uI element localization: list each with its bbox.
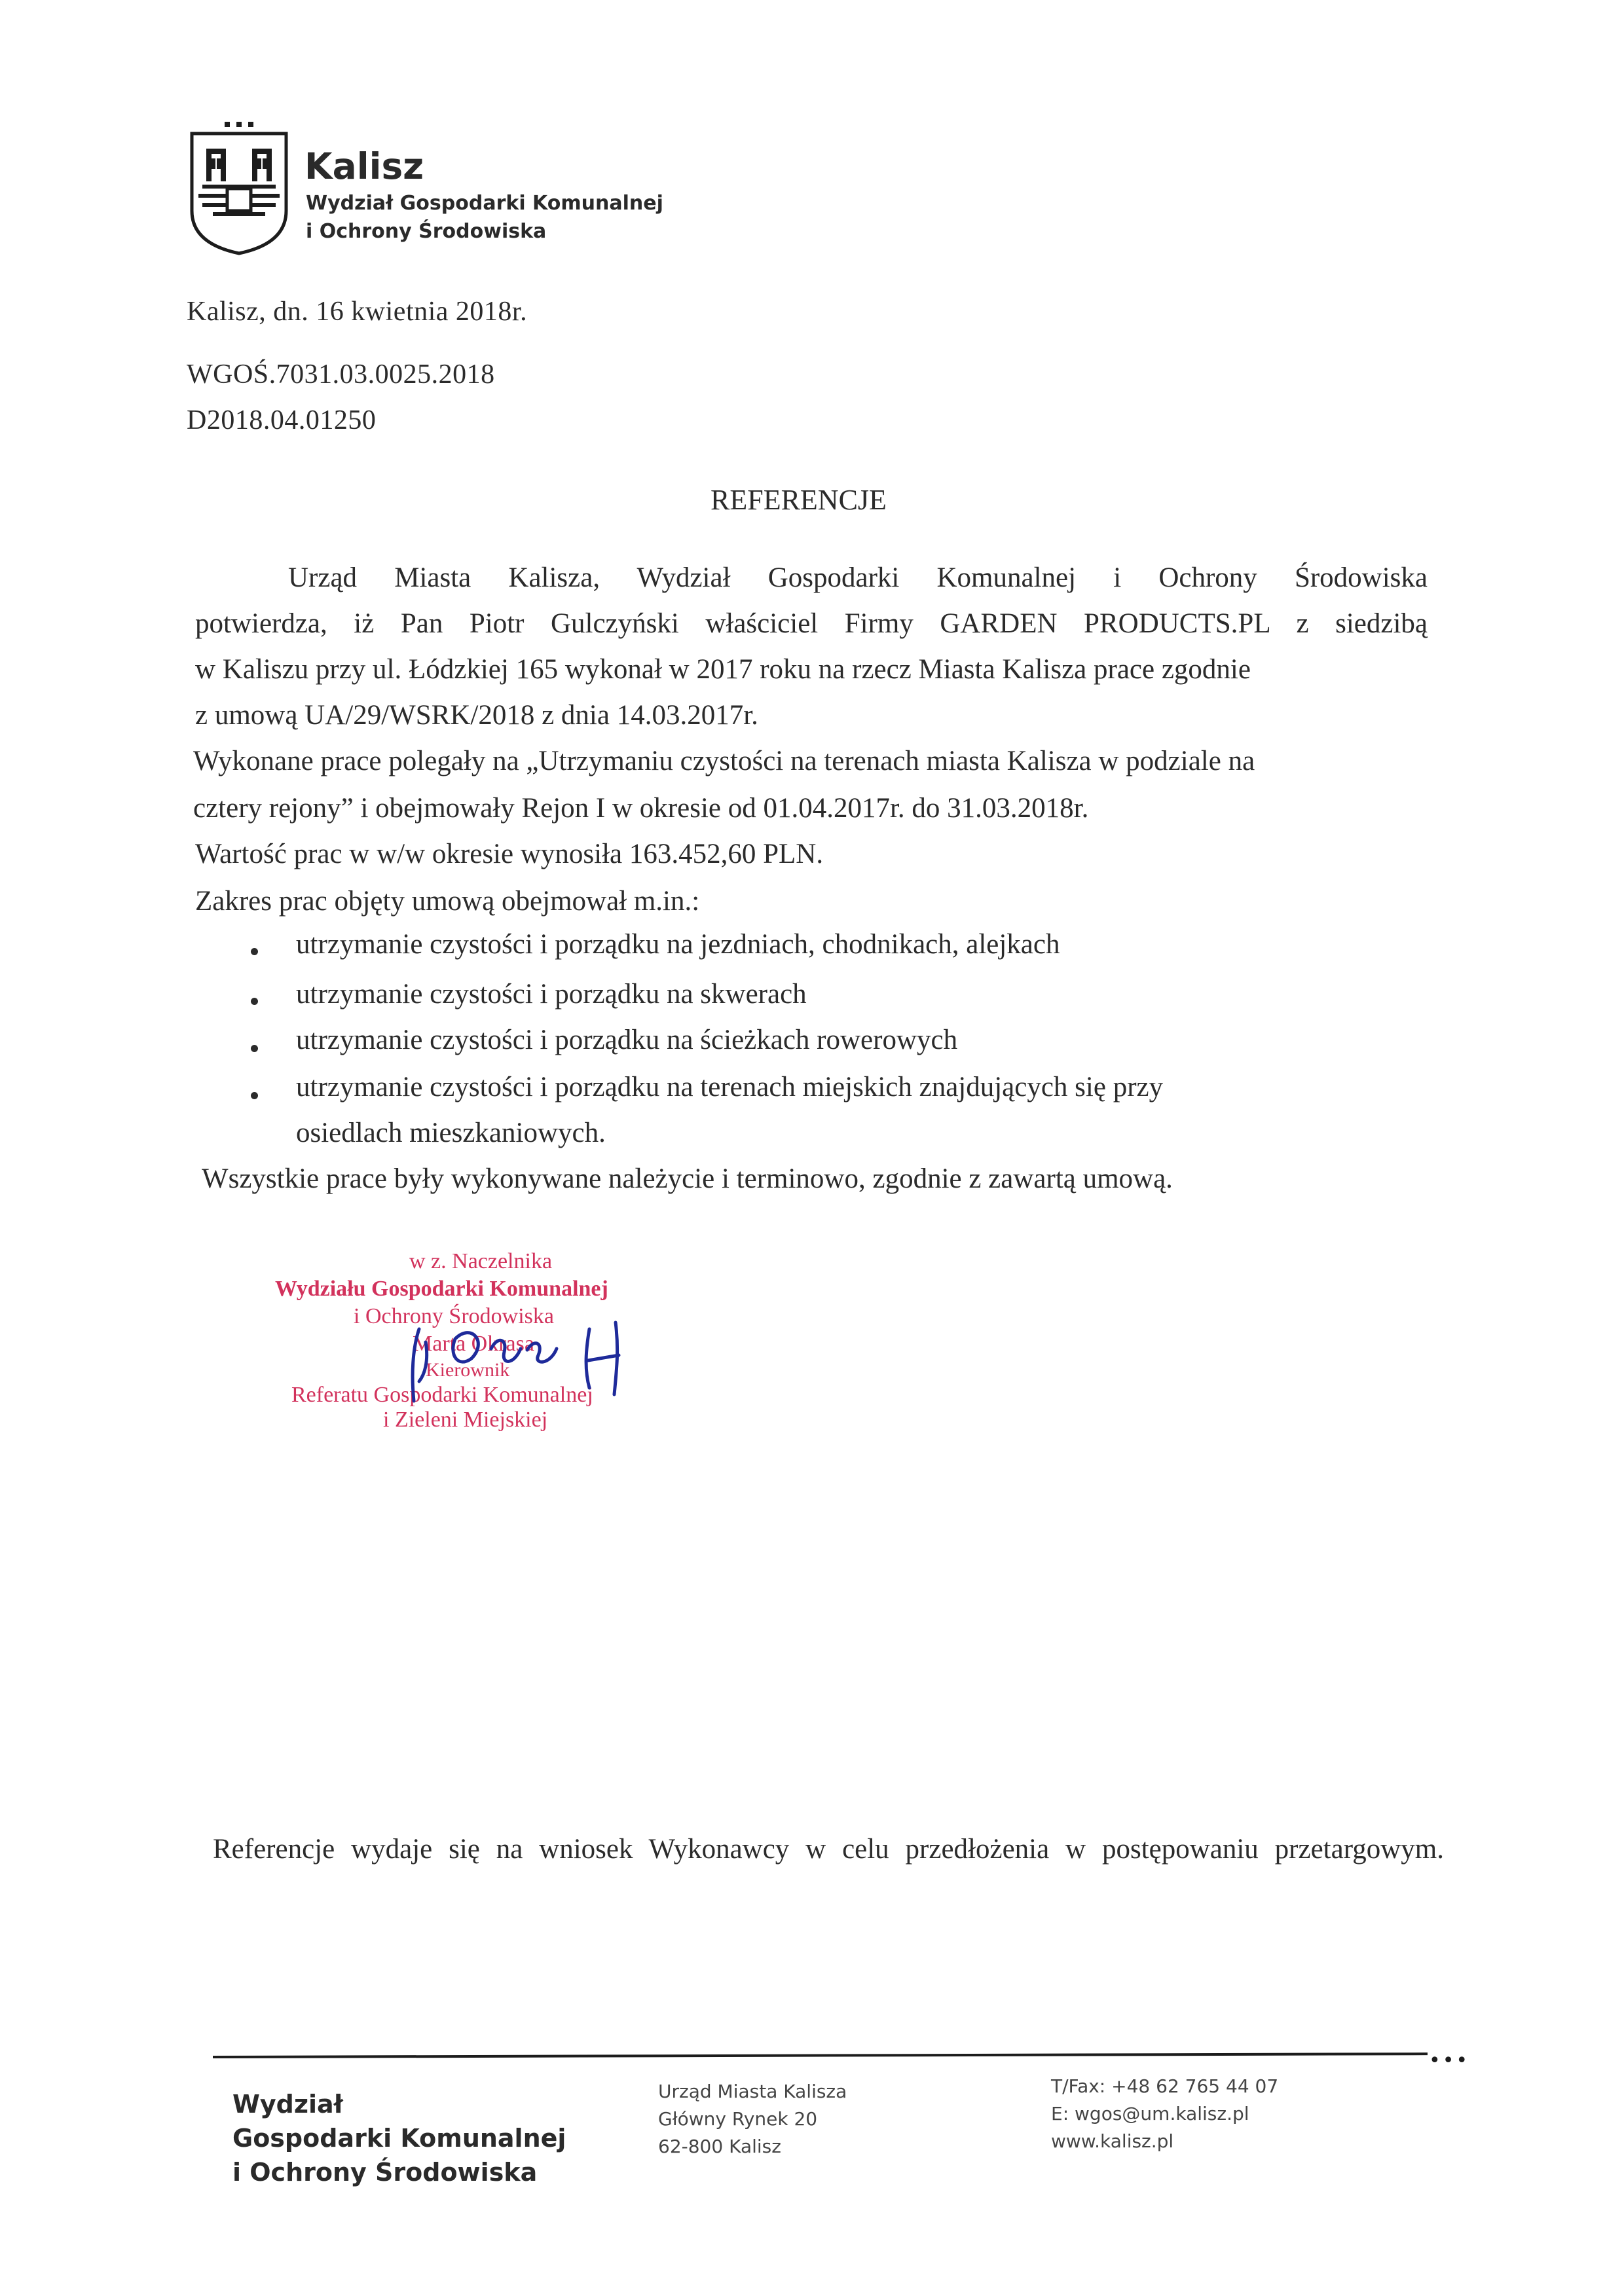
stamp-line-4: Marta Okrasa bbox=[413, 1332, 534, 1356]
footer-address-line3: 62-800 Kalisz bbox=[658, 2136, 781, 2157]
stamp-line-7: i Zieleni Miejskiej bbox=[383, 1408, 548, 1432]
stamp-line-2: Wydziału Gospodarki Komunalnej bbox=[275, 1277, 608, 1301]
intro-line-4: z umową UA/29/WSRK/2018 z dnia 14.03.2017r. bbox=[195, 700, 758, 731]
stamp-line-6: Referatu Gospodarki Komunalnej bbox=[291, 1383, 593, 1407]
footer-website: www.kalisz.pl bbox=[1051, 2130, 1174, 2152]
scope-item-3: utrzymanie czystości i porządku na ścieżkach rowerowych bbox=[296, 1025, 958, 1055]
works-line-1: Wykonane prace polegały na „Utrzymaniu czystości na terenach miasta Kalisza w podziale na bbox=[193, 746, 1255, 776]
footer-email: E: wgos@um.kalisz.pl bbox=[1051, 2103, 1249, 2124]
kalisz-coat-of-arms-icon bbox=[187, 119, 291, 257]
org-dept-line1: Wydział Gospodarki Komunalnej bbox=[306, 192, 663, 215]
document-title: REFERENCJE bbox=[710, 484, 887, 516]
stamp-line-3: i Ochrony Środowiska bbox=[354, 1304, 554, 1328]
footer-divider-dots: ••• bbox=[1429, 2049, 1470, 2072]
place-date: Kalisz, dn. 16 kwietnia 2018r. bbox=[187, 297, 528, 327]
stamp-line-5: Kierownik bbox=[426, 1359, 510, 1381]
bullet-dot bbox=[251, 998, 258, 1005]
scope-intro: Zakres prac objęty umową obejmował m.in.: bbox=[195, 886, 700, 917]
scope-item-4: utrzymanie czystości i porządku na terenach miejskich znajdujących się przy bbox=[296, 1072, 1164, 1102]
footer-org-line3: i Ochrony Środowiska bbox=[232, 2158, 538, 2187]
footer-divider bbox=[213, 2052, 1428, 2058]
bullet-dot bbox=[251, 948, 258, 955]
intro-line-3: w Kaliszu przy ul. Łódzkiej 165 wykonał w 2017 roku na rzecz Miasta Kalisza prace zgodnie bbox=[195, 654, 1251, 685]
scope-item-2: utrzymanie czystości i porządku na skwerach bbox=[296, 979, 807, 1010]
bullet-dot bbox=[251, 1092, 258, 1099]
document-number: D2018.04.01250 bbox=[187, 405, 377, 435]
scope-item-1: utrzymanie czystości i porządku na jezdniach, chodnikach, alejkach bbox=[296, 929, 1060, 960]
reference-number: WGOŚ.7031.03.0025.2018 bbox=[187, 359, 495, 390]
value-line: Wartość prac w w/w okresie wynosiła 163.452,60 PLN. bbox=[195, 839, 824, 869]
org-city-name: Kalisz bbox=[304, 145, 424, 187]
footer-address-line2: Główny Rynek 20 bbox=[658, 2108, 818, 2130]
summary-line: Wszystkie prace były wykonywane należycie i terminowo, zgodnie z zawartą umową. bbox=[202, 1163, 1173, 1194]
footer-phone: T/Fax: +48 62 765 44 07 bbox=[1051, 2075, 1279, 2097]
footer-org-line1: Wydział bbox=[232, 2090, 343, 2119]
intro-line-1: Urząd Miasta Kalisza, Wydział Gospodarki Komunalnej i Ochrony Środowiska bbox=[288, 562, 1428, 593]
stamp-line-1: w z. Naczelnika bbox=[409, 1249, 553, 1273]
org-dept-line2: i Ochrony Środowiska bbox=[306, 220, 547, 243]
footer-address-line1: Urząd Miasta Kalisza bbox=[658, 2081, 847, 2102]
scope-item-4-continuation: osiedlach mieszkaniowych. bbox=[296, 1118, 606, 1148]
closing-text: Referencje wydaje się na wniosek Wykonawcy w celu przedłożenia w postępowaniu przetargowym. bbox=[213, 1834, 1444, 1865]
handwritten-signature bbox=[393, 1303, 668, 1408]
intro-line-2: potwierdza, iż Pan Piotr Gulczyński właściciel Firmy GARDEN PRODUCTS.PL z siedzibą bbox=[195, 608, 1428, 639]
bullet-dot bbox=[251, 1045, 258, 1052]
works-line-2: cztery rejony” i obejmowały Rejon I w okresie od 01.04.2017r. do 31.03.2018r. bbox=[193, 793, 1089, 824]
footer-org-line2: Gospodarki Komunalnej bbox=[232, 2124, 566, 2153]
